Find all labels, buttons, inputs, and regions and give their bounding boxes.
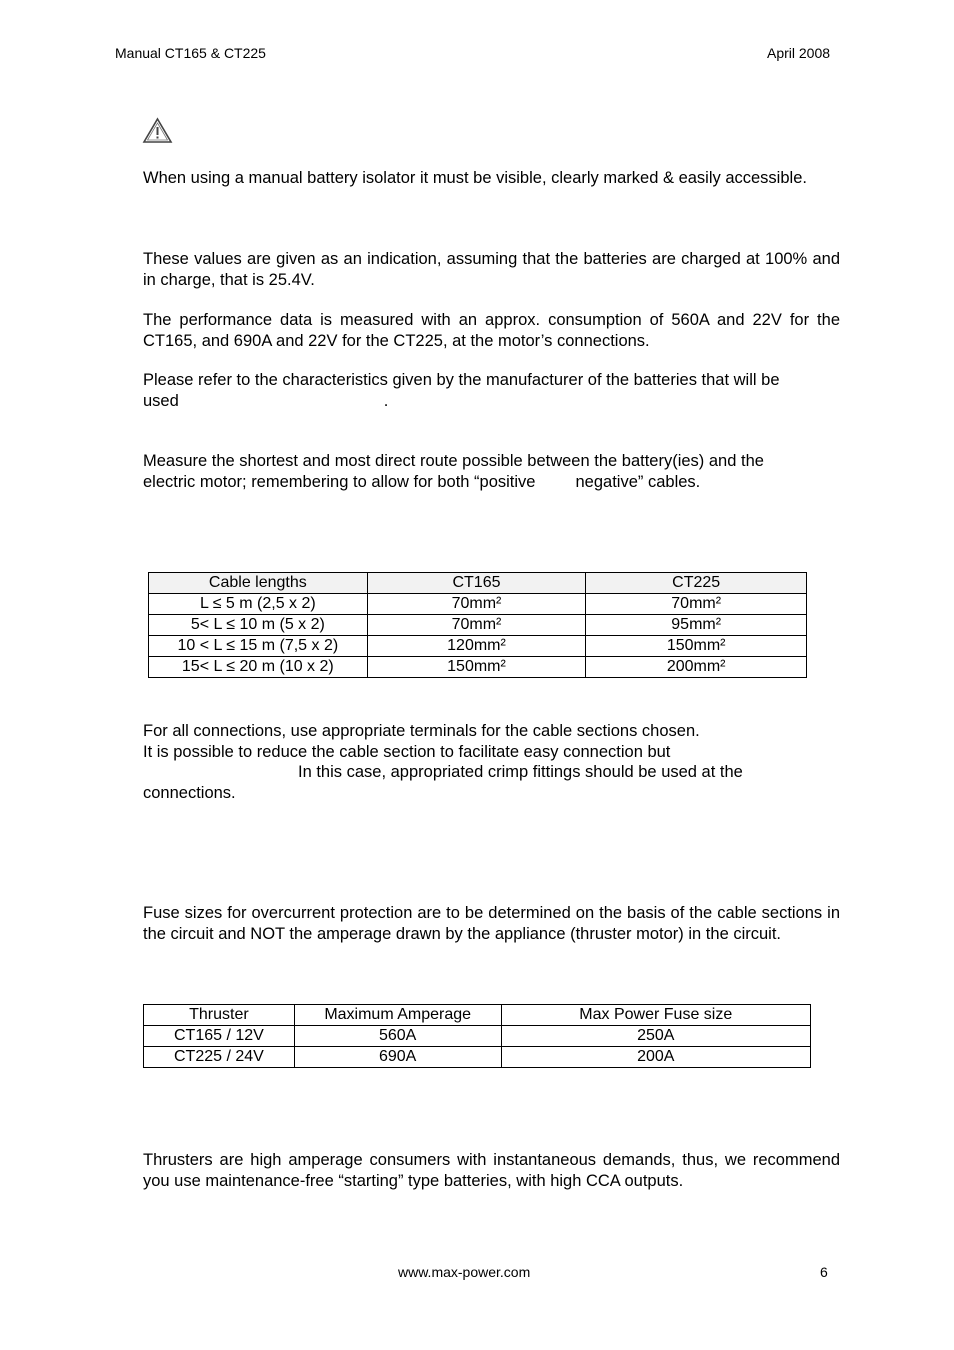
refer-paragraph <box>143 370 840 411</box>
table-header-row <box>144 1005 811 1026</box>
column-header: Max Power Fuse size <box>501 1005 810 1026</box>
cable-section-table <box>148 572 807 678</box>
table-cell: 120mm² <box>367 636 586 657</box>
measure-line-2a: electric motor; remembering to allow for both “positive <box>143 472 536 491</box>
table-cell: 15< L ≤ 20 m (10 x 2) <box>149 657 368 678</box>
table-cell: 690A <box>294 1047 501 1068</box>
table-row <box>149 594 807 615</box>
measure-paragraph <box>143 451 840 492</box>
header-title: Manual CT165 & CT225 <box>115 45 266 61</box>
column-header: CT225 <box>586 573 807 594</box>
refer-line-2: used <box>143 391 179 410</box>
performance-paragraph: The performance data is measured with an approx. consumption of 560A and 22V for the CT165, and 690A and 22V for the CT225, at the motor’s connections. <box>143 311 840 350</box>
column-header: Cable lengths <box>149 573 368 594</box>
column-header: Thruster <box>144 1005 295 1026</box>
table-cell: 150mm² <box>586 636 807 657</box>
values-paragraph: These values are given as an indication, assuming that the batteries are charged at 100% and in charge, that is 25.4V. <box>143 250 840 289</box>
table-cell: 250A <box>501 1026 810 1047</box>
warning-triangle-icon <box>142 117 173 144</box>
column-header: CT165 <box>367 573 586 594</box>
table-cell: CT165 / 12V <box>144 1026 295 1047</box>
measure-line-1: Measure the shortest and most direct route possible between the battery(ies) and the <box>143 452 764 470</box>
connections-paragraph <box>143 721 840 803</box>
connections-line-4: connections. <box>143 783 236 802</box>
table-cell: 70mm² <box>367 594 586 615</box>
table-cell: 200mm² <box>586 657 807 678</box>
table-row <box>149 636 807 657</box>
refer-line-1: Please refer to the characteristics given by the manufacturer of the batteries that will be <box>143 371 780 389</box>
fuse-size-table <box>143 1004 811 1068</box>
connections-line-2: It is possible to reduce the cable section to facilitate easy connection but <box>143 742 671 761</box>
column-header: Maximum Amperage <box>294 1005 501 1026</box>
page-number: 6 <box>820 1264 828 1280</box>
table-cell: 70mm² <box>367 615 586 636</box>
table-row <box>144 1047 811 1068</box>
table-cell: 200A <box>501 1047 810 1068</box>
connections-line-1: For all connections, use appropriate terminals for the cable sections chosen. <box>143 722 700 740</box>
table-cell: 150mm² <box>367 657 586 678</box>
header-date: April 2008 <box>767 45 831 61</box>
batteries-paragraph: Thrusters are high amperage consumers with instantaneous demands, thus, we recommend you use maintenance-free “starting” type batteries, with high CCA outputs. <box>143 1151 840 1190</box>
table-cell: 10 < L ≤ 15 m (7,5 x 2) <box>149 636 368 657</box>
table-cell: 95mm² <box>586 615 807 636</box>
table-cell: CT225 / 24V <box>144 1047 295 1068</box>
table-row <box>149 615 807 636</box>
table-cell: 70mm² <box>586 594 807 615</box>
refer-line-end: . <box>383 391 389 410</box>
table-cell: 5< L ≤ 10 m (5 x 2) <box>149 615 368 636</box>
table-cell: L ≤ 5 m (2,5 x 2) <box>149 594 368 615</box>
table-header-row <box>149 573 807 594</box>
table-cell: 560A <box>294 1026 501 1047</box>
isolator-paragraph: When using a manual battery isolator it must be visible, clearly marked & easily accessible. <box>143 169 807 187</box>
fuse-paragraph: Fuse sizes for overcurrent protection are to be determined on the basis of the cable sections in the circuit and NOT the amperage drawn by the appliance (thruster motor) in the circuit. <box>143 904 840 943</box>
table-row <box>144 1026 811 1047</box>
footer-url: www.max-power.com <box>398 1264 531 1280</box>
measure-line-2b: negative” cables. <box>575 472 701 491</box>
table-row <box>149 657 807 678</box>
connections-line-3: In this case, appropriated crimp fittings should be used at the <box>298 763 743 781</box>
